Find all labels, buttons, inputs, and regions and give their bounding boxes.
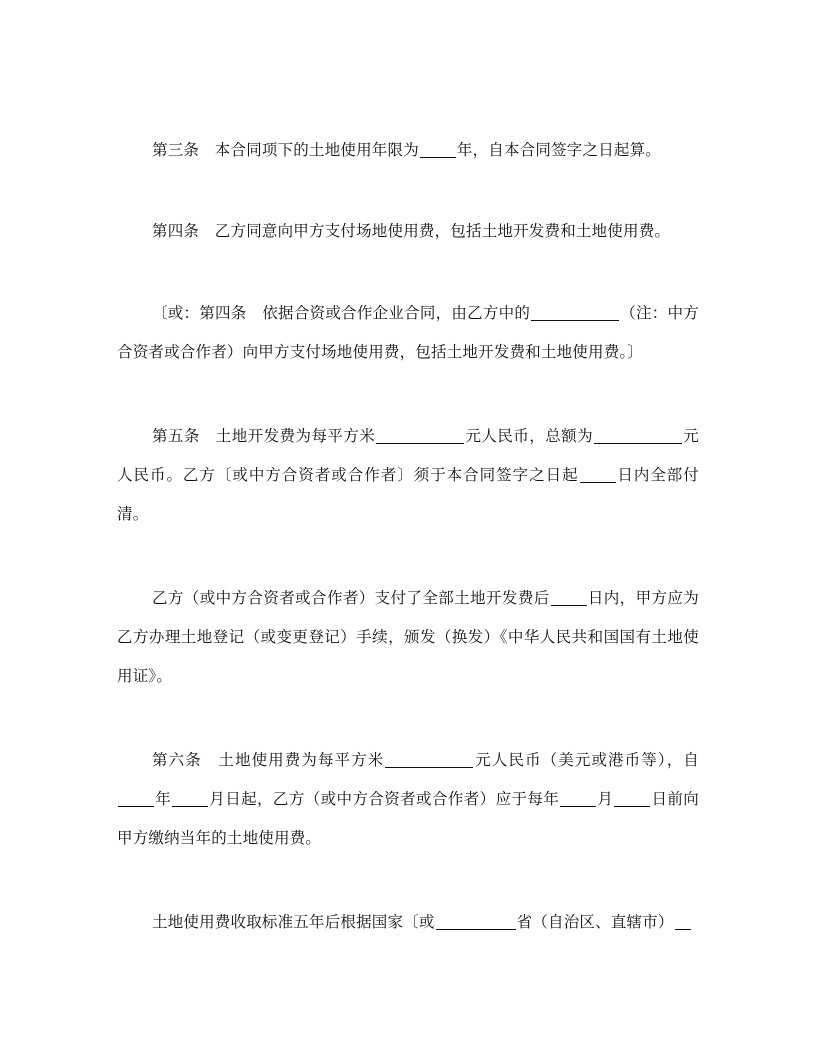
usage-fee-per-sqm-blank — [385, 751, 473, 768]
province-blank — [436, 913, 516, 930]
article-5-text-d: 日内全部付清。 — [117, 466, 699, 523]
article-5-text-c: 元人民币。乙方〔或中方合资者或合作者〕须于本合同签字之日起 — [117, 427, 699, 484]
article-6 — [117, 741, 699, 858]
article-3 — [117, 131, 699, 170]
registration-days-blank — [551, 589, 587, 606]
article-6-text-e: 日起，乙方（或中方合资者或合作者）应于每年 — [225, 790, 560, 808]
article-6-text-c: 年 — [155, 790, 172, 808]
article-6-continuation — [117, 903, 699, 942]
article-6-text-a: 第六条 土地使用费为每平方米 — [152, 751, 385, 769]
article-4-alt-text-a: 〔或：第四条 依据合资或合作企业合同，由乙方中的 — [152, 304, 531, 322]
article-5-continuation — [117, 579, 699, 696]
term-years-blank — [420, 141, 456, 158]
article-4-alt-text-b: （注：中方合资者或合作者）向甲方支付场地使用费，包括土地开发费和土地使用费。〕 — [117, 304, 699, 361]
annual-day-blank — [614, 790, 650, 807]
annual-month-blank — [560, 790, 596, 807]
article-5-text-b: 元人民币，总额为 — [465, 427, 594, 445]
article-4 — [117, 212, 699, 251]
article-6-cont-text-b: 省（自治区、直辖市） — [516, 913, 674, 931]
article-3-text-a: 第三条 本合同项下的土地使用年限为 — [152, 141, 419, 159]
payment-days-blank — [580, 466, 616, 483]
article-6-text-f: 月 — [597, 790, 614, 808]
article-4-alternative — [117, 294, 699, 372]
article-6-text-d: 月 — [209, 790, 226, 808]
article-6-text-b: 元人民币（美元或港币等），自 — [474, 751, 699, 769]
development-fee-total-blank — [594, 427, 682, 444]
article-5 — [117, 417, 699, 534]
article-6-cont-text-a: 土地使用费收取标准五年后根据国家〔或 — [152, 913, 435, 931]
article-6-text-g: 日前向甲方缴纳当年的土地使用费。 — [117, 790, 700, 847]
article-5-cont-text-a: 乙方（或中方合资者或合作者）支付了全部土地开发费后 — [152, 589, 550, 607]
article-5-text-a: 第五条 土地开发费为每平方米 — [152, 427, 376, 445]
article-4-text: 第四条 乙方同意向甲方支付场地使用费，包括土地开发费和土地使用费。 — [152, 222, 671, 240]
start-month-blank — [172, 790, 208, 807]
development-fee-per-sqm-blank — [376, 427, 464, 444]
article-5-cont-text-b: 日内，甲方应为乙方办理土地登记（或变更登记）手续，颁发（换发）《中华人民共和国国有土地使用证》。 — [117, 589, 699, 685]
payer-party-blank — [531, 304, 619, 321]
article-3-text-b: 年，自本合同签字之日起算。 — [456, 141, 662, 159]
start-year-blank — [118, 790, 154, 807]
trailing-blank — [675, 913, 691, 930]
